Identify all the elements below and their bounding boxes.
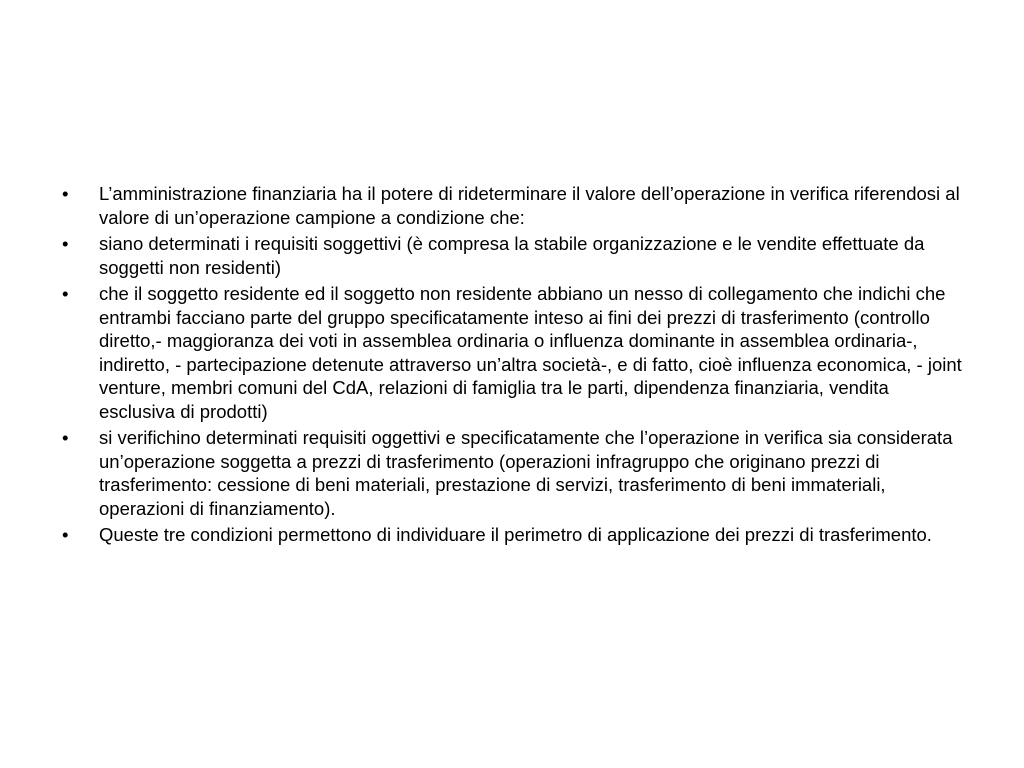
bullet-list [60, 182, 962, 550]
bullet-item-5 [60, 523, 962, 547]
bullet-text: Queste tre condizioni permettono di individuare il perimetro di applicazione dei prezzi di trasferimento. [99, 524, 932, 545]
bullet-marker: • [62, 427, 69, 448]
bullet-marker: • [62, 183, 69, 204]
bullet-item-3 [60, 282, 962, 423]
bullet-text: si verifichino determinati requisiti oggettivi e specificatamente che l’operazione in verifica sia considerata un’operazione soggetta a prezzi di trasferimento (operazioni infragruppo che originano prezzi di trasferimento: cessione di beni materiali, prestazione di servizi, trasferimento di beni immateriali, operazioni di finanziamento). [99, 427, 953, 519]
bullet-text: L’amministrazione finanziaria ha il potere di rideterminare il valore dell’operazione in verifica riferendosi al valore di un’operazione campione a condizione che: [99, 183, 960, 228]
bullet-item-4 [60, 426, 962, 520]
bullet-text: che il soggetto residente ed il soggetto non residente abbiano un nesso di collegamento che indichi che entrambi facciano parte del gruppo specificatamente inteso ai fini dei prezzi di trasferimento (controllo diretto,- maggioranza dei voti in assemblea ordinaria o influenza dominante in assemblea ordinaria-, indiretto, - partecipazione detenute attraverso un’altra società-, e di fatto, cioè influenza economica, - joint venture, membri comuni del CdA, relazioni di famiglia tra le parti, dipendenza finanziaria, vendita esclusiva di prodotti) [99, 283, 962, 422]
bullet-marker: • [62, 283, 69, 304]
bullet-marker: • [62, 233, 69, 254]
bullet-marker: • [62, 524, 69, 545]
bullet-text: siano determinati i requisiti soggettivi (è compresa la stabile organizzazione e le vendite effettuate da soggetti non residenti) [99, 233, 925, 278]
bullet-item-1 [60, 182, 962, 229]
bullet-item-2 [60, 232, 962, 279]
